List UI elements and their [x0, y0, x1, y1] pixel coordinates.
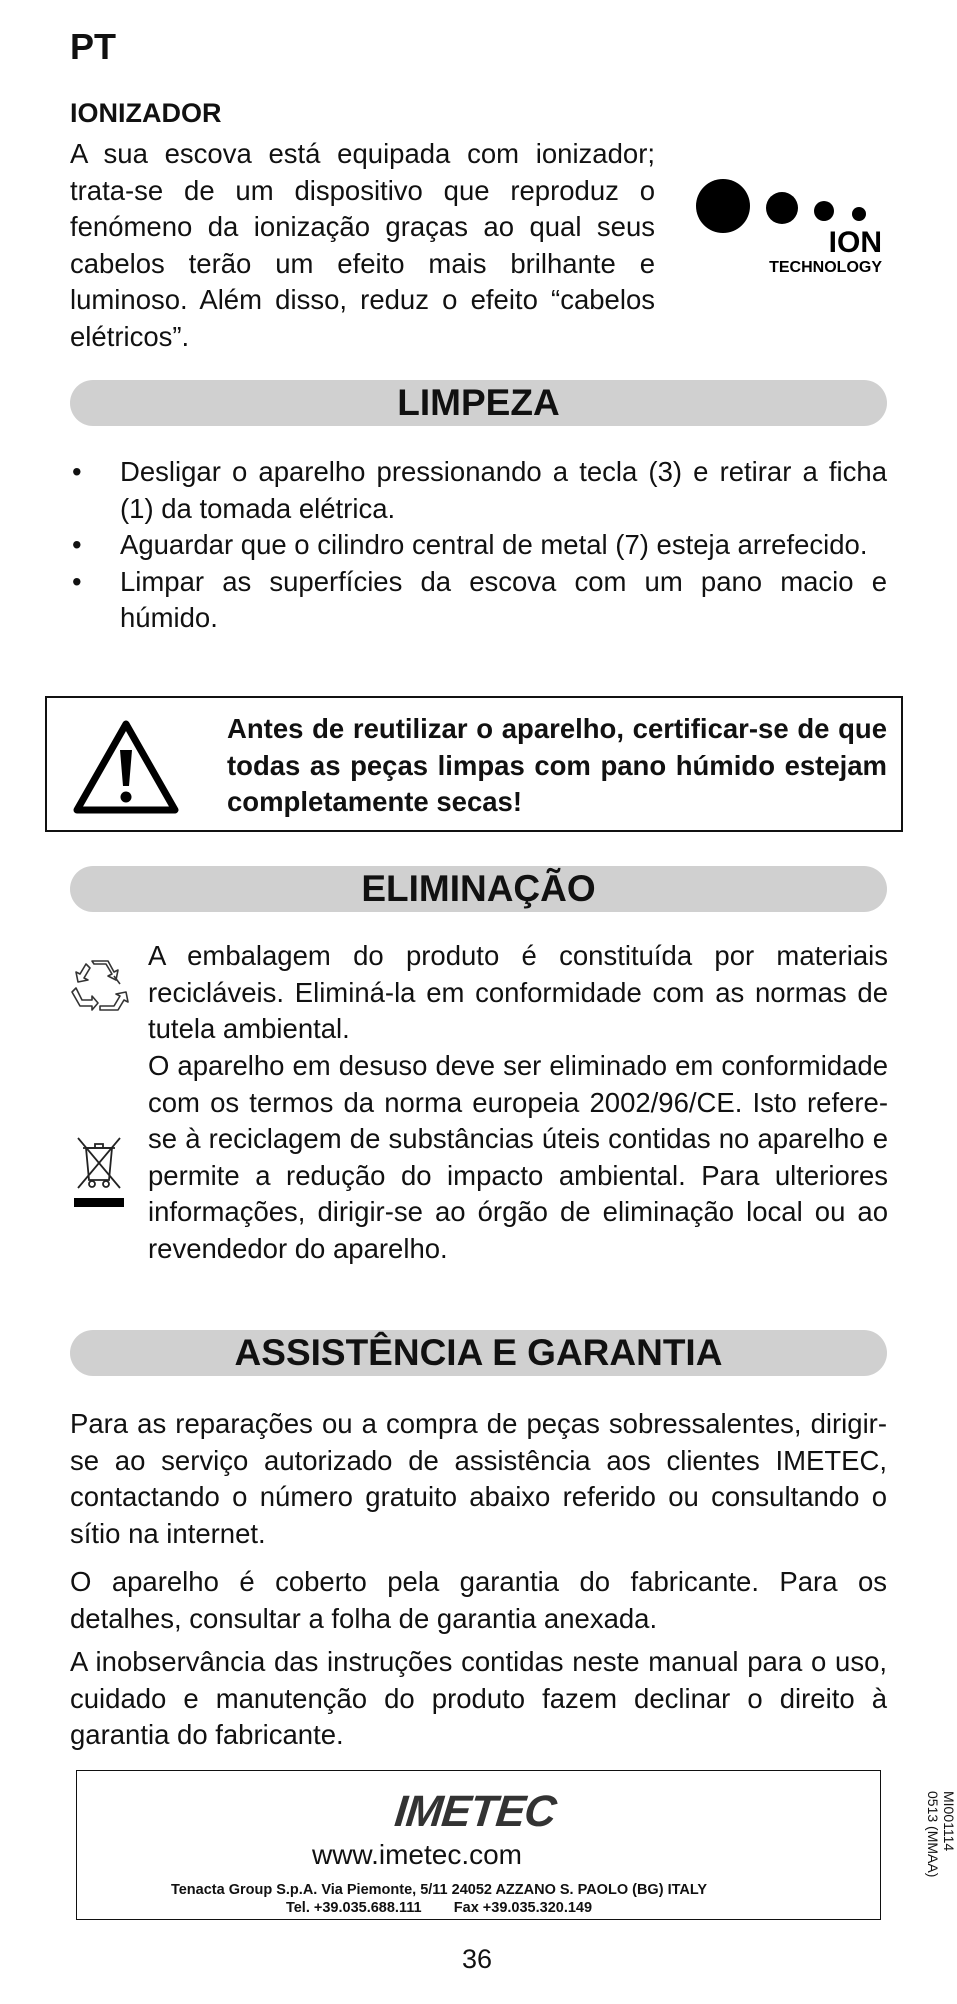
- recycle-icon: [70, 956, 130, 1016]
- list-item: • Limpar as superfícies da escova com um pano macio e húmido.: [70, 564, 887, 637]
- ion-logo-sub: TECHNOLOGY: [769, 259, 882, 276]
- website-link[interactable]: www.imetec.com: [311, 1839, 523, 1870]
- language-code: PT: [70, 26, 117, 67]
- ion-technology-logo: [696, 176, 886, 286]
- code-line-2: 0513 (MMAA): [925, 1791, 941, 1878]
- code-line-1: MI001114: [941, 1791, 957, 1852]
- warning-text: Antes de reutilizar o aparelho, certificar-se de que todas as peças limpas com pano húmido estejam completamente secas!: [227, 713, 887, 817]
- phone-fax-line: Tel. +39.035.688.111 Fax +39.035.320.149: [285, 1900, 593, 1916]
- imetec-logo: IMETEC: [392, 1787, 558, 1836]
- assistance-paragraph-1: Para as reparações ou a compra de peças sobressalentes, dirigir-se ao serviço autorizado de assistência aos clientes IMETEC, contactando o número gratuito abaixo referido ou consultando o sítio na internet.: [70, 1408, 887, 1549]
- address-line: Tenacta Group S.p.A. Via Piemonte, 5/11 24052 AZZANO S. PAOLO (BG) ITALY: [170, 1882, 708, 1898]
- page-number: 36: [461, 1944, 493, 1974]
- weee-bin-icon: [72, 1134, 126, 1210]
- disposal-heading: ELIMINAÇÃO: [70, 866, 887, 912]
- company-address: [77, 1881, 801, 1917]
- ionizer-text: A sua escova está equipada com ionizador; trata-se de um dispositivo que reproduz o fenómeno da ionização graças ao qual seus cabelos terão um efeito mais brilhante e luminoso. Além disso, reduz o efeito “cabelos elétricos”.: [70, 138, 655, 352]
- assistance-paragraph-3: A inobservância das instruções contidas neste manual para o uso, cuidado e manutenção do produto fazem declinar o direito à garantia do fabricante.: [70, 1646, 887, 1750]
- cleaning-list: [70, 454, 887, 637]
- document-code: [837, 1791, 957, 1901]
- assistance-heading: ASSISTÊNCIA E GARANTIA: [70, 1330, 887, 1376]
- list-item: • Desligar o aparelho pressionando a tecla (3) e retirar a ficha (1) da tomada elétrica.: [70, 454, 887, 527]
- ionizer-title: IONIZADOR: [70, 98, 222, 128]
- disposal-packaging-text: A embalagem do produto é constituída por materiais recicláveis. Eliminá-la em conformidade com as normas de tutela ambiental.: [148, 940, 888, 1044]
- ion-logo-word: ION: [828, 226, 882, 259]
- footer-box: [76, 1770, 957, 1920]
- disposal-appliance-text: O aparelho em desuso deve ser eliminado em conformidade com os termos da norma europeia 2002/96/CE. Isto refere-se à reciclagem de substâncias úteis contidas no aparelho e permite a redução do impacto ambiental. Para ulteriores informações, dirigir-se ao órgão de eliminação local ou ao revendedor do aparelho.: [148, 1050, 888, 1264]
- assistance-paragraph-2: O aparelho é coberto pela garantia do fabricante. Para os detalhes, consultar a folha de garantia anexada.: [70, 1566, 887, 1634]
- cleaning-heading: LIMPEZA: [70, 380, 887, 426]
- warning-triangle-icon: [71, 718, 181, 818]
- list-item: • Aguardar que o cilindro central de metal (7) esteja arrefecido.: [70, 527, 887, 564]
- warning-box: [45, 696, 903, 832]
